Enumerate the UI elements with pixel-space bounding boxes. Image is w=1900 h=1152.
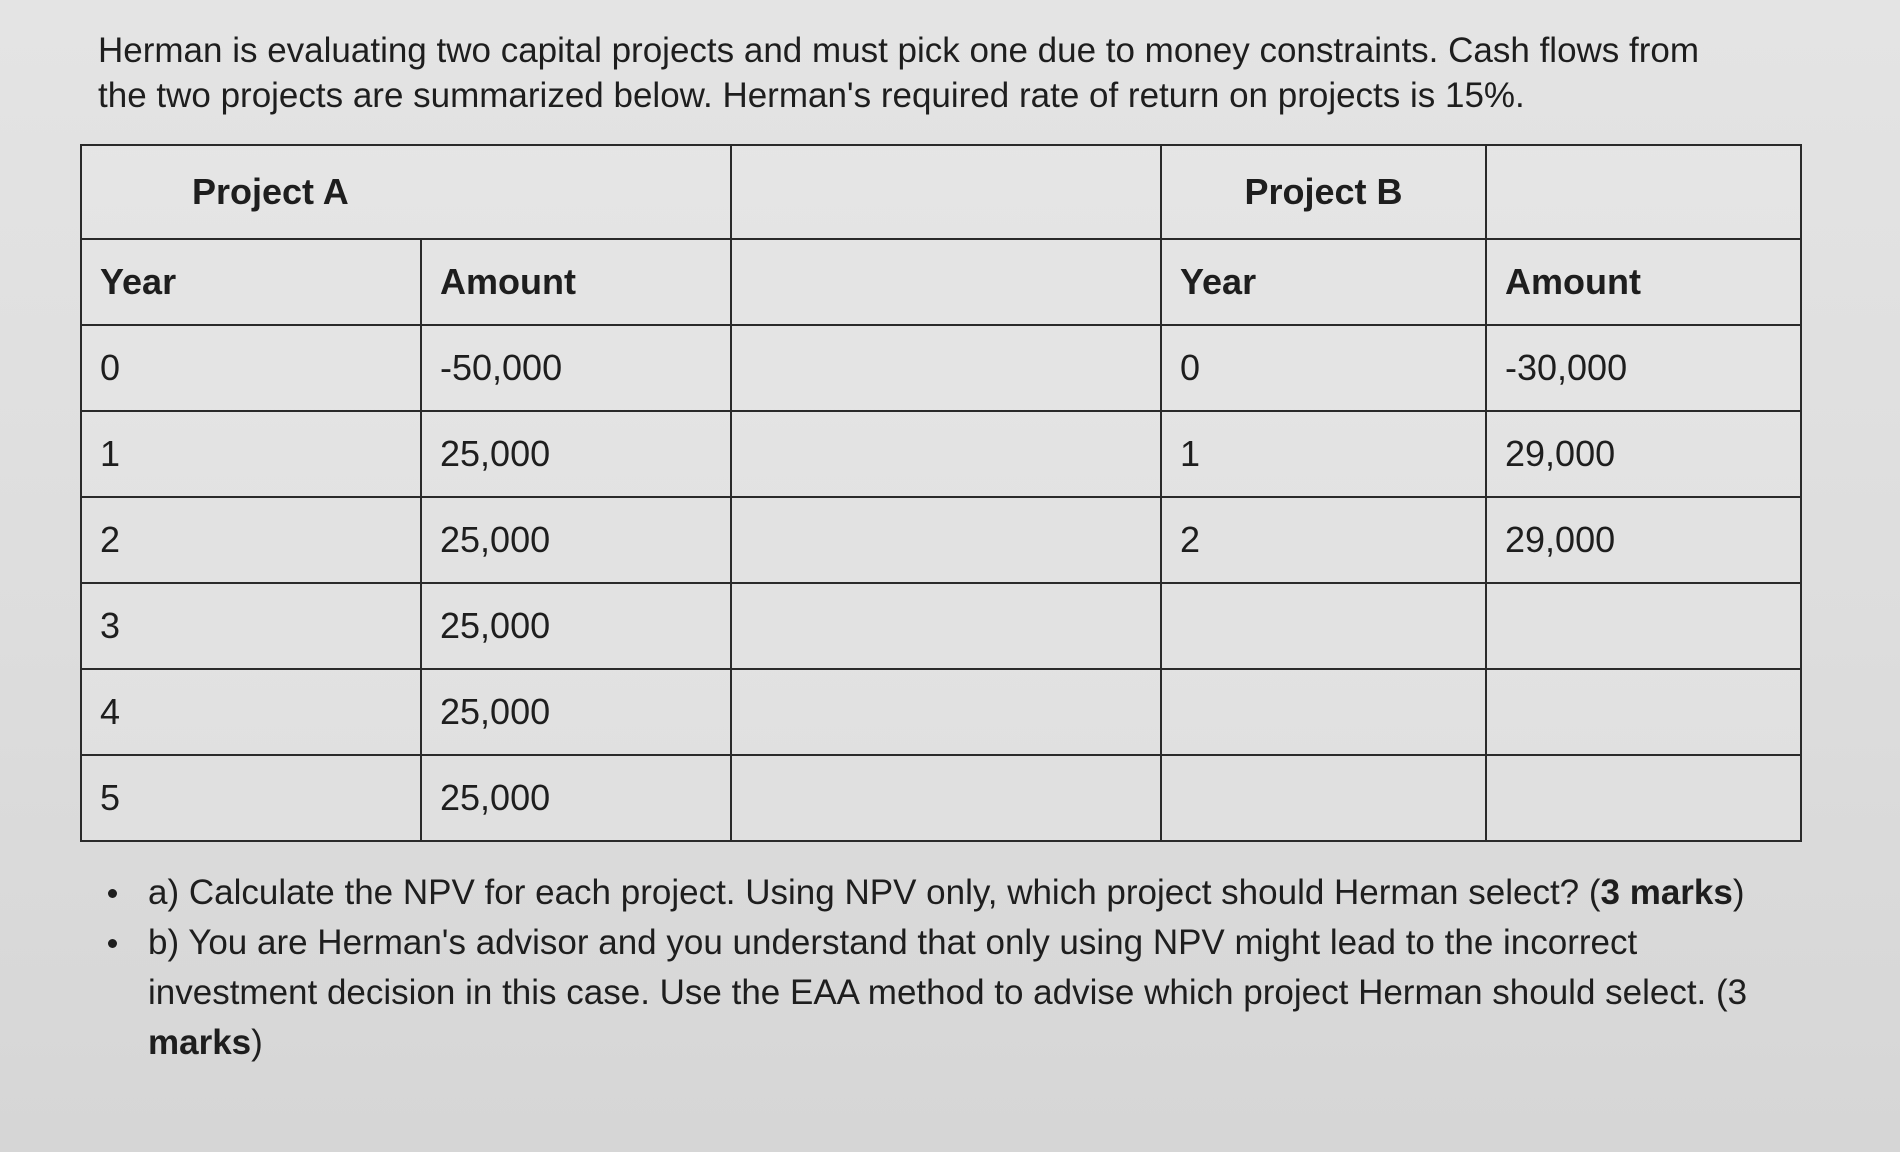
intro-line-2: the two projects are summarized below. Herman's required rate of return on projects is 15%. <box>98 76 1525 115</box>
project-a-amount-cell: -50,000 <box>421 325 731 411</box>
project-b-amount-cell: -30,000 <box>1486 325 1801 411</box>
project-a-amount-cell: 25,000 <box>421 755 731 841</box>
project-b-year-cell: 2 <box>1161 497 1486 583</box>
project-a-year-cell: 0 <box>81 325 421 411</box>
question-a-marks: 3 marks <box>1600 873 1733 912</box>
question-a <box>108 868 1808 918</box>
cash-flow-table <box>80 144 1802 842</box>
project-b-amount-cell <box>1486 669 1801 755</box>
project-b-year-cell <box>1161 669 1486 755</box>
table-title-row <box>81 145 1801 239</box>
intro-line-1: Herman is evaluating two capital projects and must pick one due to money constraints. Cash flows from <box>98 31 1700 70</box>
project-a-year-header: Year <box>81 239 421 325</box>
project-b-amount-header: Amount <box>1486 239 1801 325</box>
bullet-icon <box>108 889 117 898</box>
table-header-row <box>81 239 1801 325</box>
project-a-year-cell: 1 <box>81 411 421 497</box>
blank-cell <box>731 239 1161 325</box>
question-b-marks: marks <box>148 1023 252 1062</box>
project-b-year-header: Year <box>1161 239 1486 325</box>
question-a-suffix: ) <box>1732 873 1745 912</box>
project-a-year-cell: 2 <box>81 497 421 583</box>
project-a-amount-cell: 25,000 <box>421 497 731 583</box>
question-list <box>108 868 1808 1068</box>
blank-cell <box>731 583 1161 669</box>
table-row <box>81 497 1801 583</box>
bullet-icon <box>108 939 117 948</box>
project-a-year-cell: 4 <box>81 669 421 755</box>
question-b-suffix: ) <box>251 1023 263 1062</box>
project-a-year-cell: 3 <box>81 583 421 669</box>
blank-cell <box>1486 145 1801 239</box>
table-row <box>81 325 1801 411</box>
project-b-year-cell: 0 <box>1161 325 1486 411</box>
intro-paragraph <box>98 28 1798 118</box>
project-a-title: Project A <box>81 145 731 239</box>
table-row <box>81 755 1801 841</box>
project-b-title: Project B <box>1161 145 1486 239</box>
blank-cell <box>731 669 1161 755</box>
blank-cell <box>731 755 1161 841</box>
question-a-text: a) Calculate the NPV for each project. Using NPV only, which project should Herman select? ( <box>148 873 1601 912</box>
project-a-amount-cell: 25,000 <box>421 583 731 669</box>
table-row <box>81 411 1801 497</box>
project-b-year-cell <box>1161 755 1486 841</box>
table-row <box>81 669 1801 755</box>
project-b-amount-cell: 29,000 <box>1486 411 1801 497</box>
project-b-year-cell: 1 <box>1161 411 1486 497</box>
blank-cell <box>731 145 1161 239</box>
blank-cell <box>731 325 1161 411</box>
blank-cell <box>731 411 1161 497</box>
project-a-amount-header: Amount <box>421 239 731 325</box>
project-a-amount-cell: 25,000 <box>421 669 731 755</box>
project-b-amount-cell: 29,000 <box>1486 497 1801 583</box>
project-a-amount-cell: 25,000 <box>421 411 731 497</box>
project-b-amount-cell <box>1486 583 1801 669</box>
table-row <box>81 583 1801 669</box>
project-a-year-cell: 5 <box>81 755 421 841</box>
project-b-amount-cell <box>1486 755 1801 841</box>
project-b-year-cell <box>1161 583 1486 669</box>
blank-cell <box>731 497 1161 583</box>
question-b <box>108 918 1808 1068</box>
question-b-text: b) You are Herman's advisor and you understand that only using NPV might lead to the incorrect investment decision in this case. Use the EAA method to advise which project Herman should select. (3 <box>148 923 1748 1012</box>
